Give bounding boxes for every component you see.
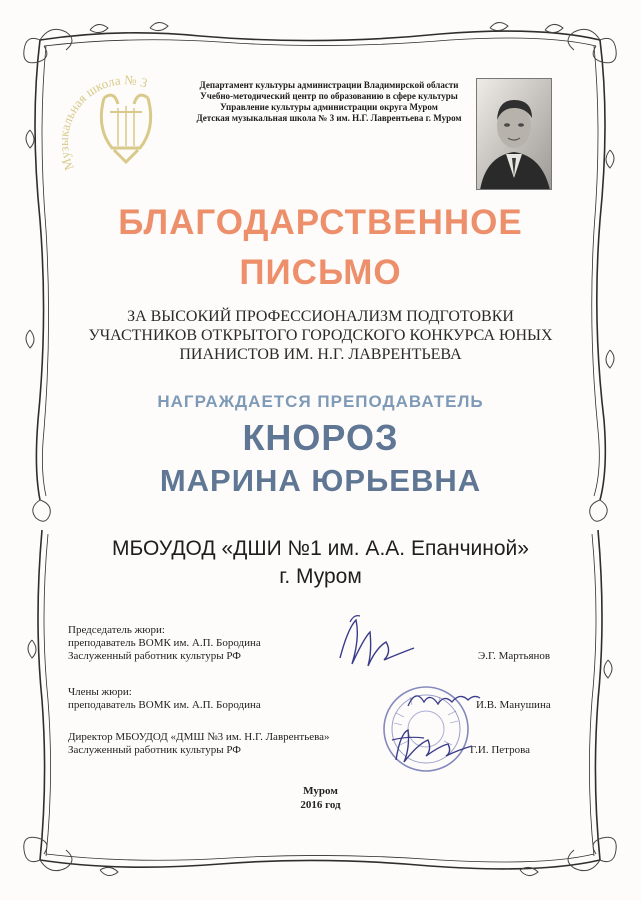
footer	[0, 784, 641, 812]
jury-chair-title: Заслуженный работник культуры РФ	[68, 650, 241, 662]
title-line-2: ПИСЬМО	[239, 253, 402, 292]
org-line: Учебно-методический центр по образованию в сфере культуры	[200, 91, 458, 101]
recipient-given-names: МАРИНА ЮРЬЕВНА	[159, 463, 482, 498]
reason-line: ЗА ВЫСОКИЙ ПРОФЕССИОНАЛИЗМ ПОДГОТОВКИ	[127, 308, 514, 325]
director-position: Директор МБОУДОД «ДМШ №3 им. Н.Г. Лаврентьева»	[68, 731, 330, 743]
jury-chair-block	[68, 624, 261, 663]
reason-line: УЧАСТНИКОВ ОТКРЫТОГО ГОРОДСКОГО КОНКУРСА ЮНЫХ	[88, 327, 553, 344]
awarded-label: НАГРАЖДАЕТСЯ ПРЕПОДАВАТЕЛЬ	[157, 392, 484, 411]
recipient-surname: КНОРОЗ	[242, 417, 399, 458]
jury-chair-position: преподаватель ВОМК им. А.П. Бородина	[68, 637, 261, 649]
jury-chair-name: Э.Г. Мартьянов	[478, 650, 551, 662]
recipient-city: г. Муром	[279, 565, 362, 588]
director-block	[68, 731, 330, 757]
footer-year: 2016 год	[300, 799, 341, 811]
org-line: Детская музыкальная школа № 3 им. Н.Г. Лаврентьева г. Муром	[196, 113, 462, 123]
lyre-icon	[56, 58, 196, 198]
jury-members-position: преподаватель ВОМК им. А.П. Бородина	[68, 699, 261, 711]
jury-member-name: И.В. Манушина	[476, 699, 551, 711]
director-signature	[388, 722, 478, 766]
title-line-1: БЛАГОДАРСТВЕННОЕ	[118, 203, 523, 242]
director-title: Заслуженный работник культуры РФ	[68, 744, 241, 756]
jury-members-block	[68, 686, 261, 712]
chair-signature	[330, 608, 420, 672]
member-signature	[402, 684, 482, 714]
organizations-header	[184, 80, 474, 124]
reason-line: ПИАНИСТОВ ИМ. Н.Г. ЛАВРЕНТЬЕВА	[179, 346, 462, 363]
jury-members-role: Члены жюри:	[68, 686, 132, 698]
award-reason	[0, 307, 641, 364]
jury-chair-role: Председатель жюри:	[68, 624, 165, 636]
recipient-school: МБОУДОД «ДШИ №1 им. А.А. Епанчиной»	[112, 537, 529, 560]
portrait-photo	[476, 78, 552, 190]
footer-city: Муром	[303, 785, 338, 797]
logo-text: Музыкальная школа № 3	[56, 72, 150, 173]
director-name: Г.И. Петрова	[470, 744, 531, 756]
org-line: Управление культуры администрации округа Муром	[220, 102, 438, 112]
org-line: Департамент культуры администрации Владимирской области	[199, 80, 459, 90]
